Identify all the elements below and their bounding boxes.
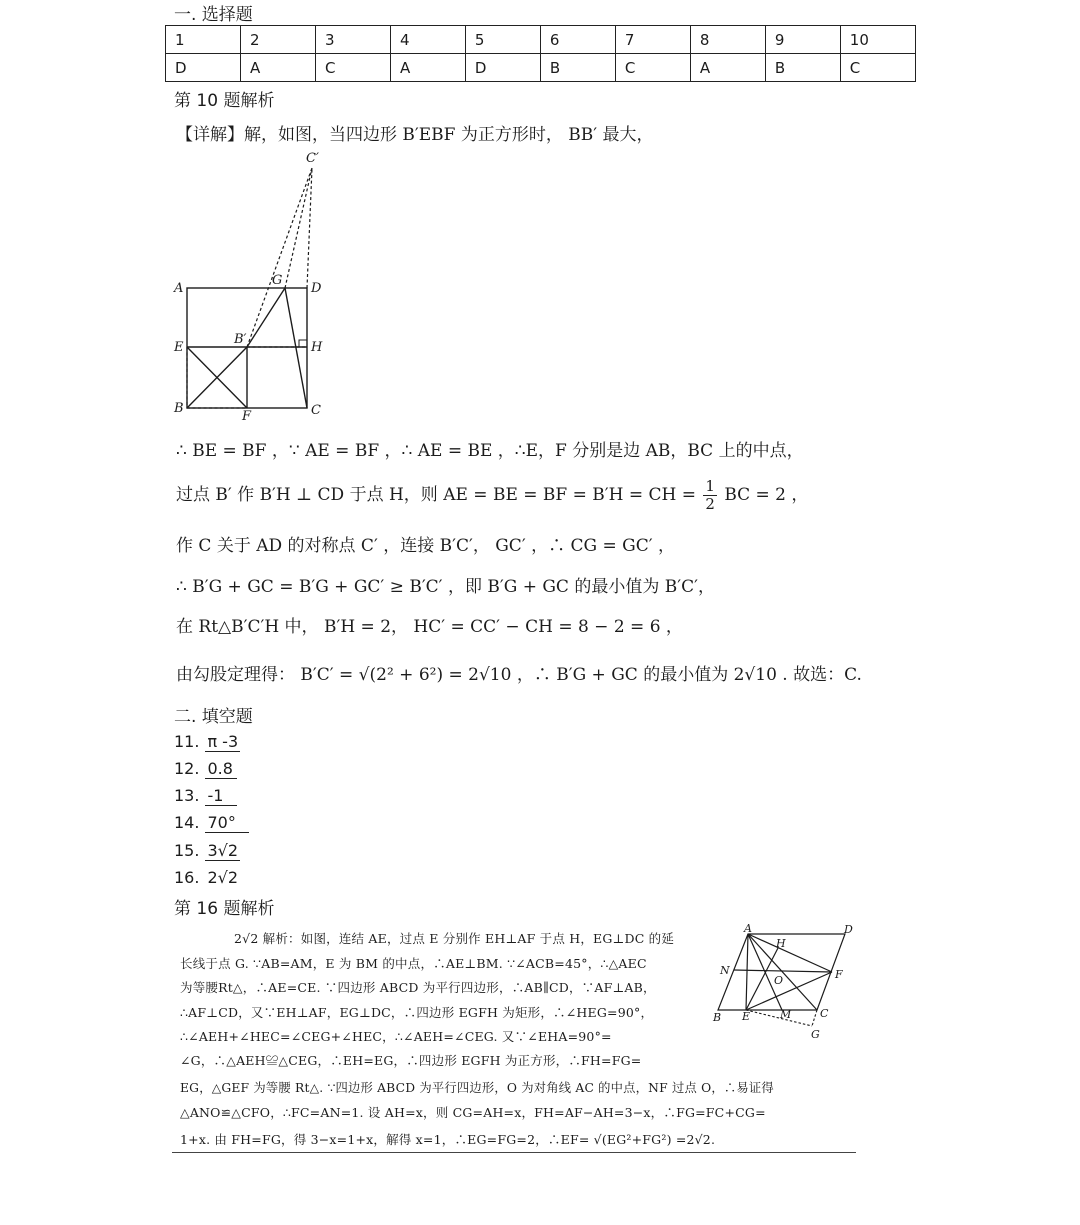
table-cell: 6 <box>540 26 615 54</box>
answer-table-numbers-row <box>166 26 916 54</box>
label-h: H <box>776 937 786 950</box>
fill-answer: π -3 <box>207 732 239 751</box>
q10-line2 <box>176 478 808 513</box>
q10-title: 第 10 题解析 <box>174 91 275 111</box>
fill-item-13 <box>174 786 237 806</box>
dashed-eg <box>746 1010 812 1026</box>
table-cell: A <box>690 54 765 82</box>
answer-table-answers-row <box>166 54 916 82</box>
fill-num: 16. <box>174 868 200 887</box>
label-g: G <box>272 273 283 288</box>
table-cell: 8 <box>690 26 765 54</box>
q10-line6: 由勾股定理得： B′C′ = √(2² + 6²) = 2√10 ，∴ B′G + GC 的最小值为 2√10 . 故选：C. <box>176 665 862 685</box>
fill-num: 11. <box>174 732 200 751</box>
q10-line1: ∴ BE = BF ，∵ AE = BF ，∴ AE = BE ，∴E，F 分别是边 AB，BC 上的中点， <box>176 441 804 461</box>
q10-line3: 作 C 关于 AD 的对称点 C′ ，连接 B′C′， GC′ ，∴ CG = GC′ ， <box>176 536 675 556</box>
fill-num: 13. <box>174 786 200 805</box>
label-e: E <box>174 340 184 355</box>
q16-line: ∴AF⊥CD，又∵EH⊥AF，EG⊥DC，∴四边形 EGFH 为矩形，∴∠HEG=90°， <box>180 1005 654 1020</box>
bottom-rule <box>172 1152 856 1153</box>
fill-num: 14. <box>174 813 200 832</box>
table-cell: A <box>390 54 465 82</box>
label-h: H <box>311 340 323 355</box>
table-cell: C <box>315 54 390 82</box>
table-cell: 7 <box>615 26 690 54</box>
q10-line2-post: BC = 2 ， <box>724 485 809 505</box>
q16-line: 长线于点 G. ∵AB=AM，E 为 BM 的中点，∴AE⊥BM. ∵∠ACB=45°，∴△AEC <box>180 956 647 971</box>
table-cell: 4 <box>390 26 465 54</box>
fill-item-11 <box>174 732 240 752</box>
fill-num: 15. <box>174 841 200 860</box>
table-cell: C <box>615 54 690 82</box>
label-d: D <box>844 923 853 936</box>
label-a: A <box>744 922 752 935</box>
fraction-denominator: 2 <box>705 495 715 513</box>
segment-b1g <box>247 288 285 347</box>
table-cell: 1 <box>166 26 241 54</box>
table-cell: D <box>465 54 540 82</box>
table-cell: D <box>166 54 241 82</box>
fraction-numerator: 1 <box>705 477 715 495</box>
fill-answer: 2√2 <box>207 868 239 887</box>
label-g: G <box>811 1028 820 1040</box>
table-cell: 9 <box>765 26 840 54</box>
label-o: O <box>774 974 784 987</box>
q10-line2-pre: 过点 B′ 作 B′H ⊥ CD 于点 H，则 AE = BE = BF = B′H = CH = <box>176 485 696 505</box>
label-f: F <box>835 968 843 981</box>
table-cell: A <box>241 54 316 82</box>
fill-answer: 70° <box>205 813 249 833</box>
q16-line: ∠G，∴△AEH≌△CEG，∴EH=EG，∴四边形 EGFH 为正方形，∴FH=FG= <box>180 1053 642 1068</box>
table-cell: 5 <box>465 26 540 54</box>
fill-item-14 <box>174 813 249 833</box>
answer-table <box>165 25 916 82</box>
q16-line: 2√2 解析：如图，连结 AE，过点 E 分别作 EH⊥AF 于点 H，EG⊥DC 的延 <box>234 931 675 946</box>
segment-gc <box>285 288 307 408</box>
segment-af <box>748 934 832 972</box>
label-d: D <box>311 281 322 296</box>
segment-ae <box>746 934 748 1010</box>
fraction-half <box>703 478 717 513</box>
table-cell: C <box>840 54 915 82</box>
right-angle-mark <box>299 340 307 347</box>
label-c1: C′ <box>306 151 319 166</box>
label-b: B <box>713 1011 722 1024</box>
label-m: M <box>780 1008 792 1021</box>
q10-line5: 在 Rt△B′C′H 中， B′H = 2， HC′ = CC′ − CH = 8 − 2 = 6 ， <box>176 617 683 637</box>
label-f: F <box>242 409 252 423</box>
label-e: E <box>742 1010 751 1023</box>
fill-answer: 0.8 <box>205 759 237 779</box>
q16-line: △ANO≌△CFO，∴FC=AN=1. 设 AH=x，则 CG=AH=x，FH=AF−AH=3−x，∴FG=FC+CG= <box>180 1105 766 1120</box>
fill-num: 12. <box>174 759 200 778</box>
label-c: C <box>820 1007 829 1020</box>
q10-figure <box>165 148 335 423</box>
section2-title: 二. 填空题 <box>174 707 253 727</box>
fill-item-15 <box>174 841 240 861</box>
q16-line: 为等腰Rt△，∴AE=CE. ∵四边形 ABCD 为平行四边形，∴AB∥CD，∵AF⊥AB， <box>180 980 656 995</box>
label-c: C <box>311 403 321 418</box>
table-cell: 3 <box>315 26 390 54</box>
fill-answer: 3√2 <box>207 841 239 860</box>
label-a: A <box>174 281 184 296</box>
table-cell: B <box>540 54 615 82</box>
q16-title: 第 16 题解析 <box>174 899 275 919</box>
table-cell: B <box>765 54 840 82</box>
q10-line4: ∴ B′G + GC = B′G + GC′ ≥ B′C′ ，即 B′G + GC 的最小值为 B′C′， <box>176 577 715 597</box>
fill-answer: -1 <box>205 786 237 806</box>
section1-title: 一. 选择题 <box>174 5 253 25</box>
dashed-b1c1 <box>247 168 312 347</box>
label-n: N <box>720 964 730 977</box>
dashed-cg <box>812 1010 817 1026</box>
fill-item-16 <box>174 868 240 887</box>
q16-figure <box>710 922 860 1040</box>
fill-item-12 <box>174 759 237 779</box>
q16-line: ∴∠AEH+∠HEC=∠CEG+∠HEC，∴∠AEH=∠CEG. 又∵∠EHA=90°= <box>180 1029 612 1044</box>
q16-line: 1+x. 由 FH=FG，得 3−x=1+x，解得 x=1，∴EG=FG=2，∴EF= √(EG²+FG²) =2√2. <box>180 1132 716 1147</box>
q10-intro: 【详解】解，如图，当四边形 B′EBF 为正方形时， BB′ 最大， <box>176 125 654 145</box>
label-b1: B′ <box>234 332 247 347</box>
label-b: B <box>174 401 184 416</box>
table-cell: 2 <box>241 26 316 54</box>
table-cell: 10 <box>840 26 915 54</box>
q16-line: EG，△GEF 为等腰 Rt△. ∵四边形 ABCD 为平行四边形，O 为对角线 AC 的中点，NF 过点 O，∴易证得 <box>180 1081 774 1095</box>
